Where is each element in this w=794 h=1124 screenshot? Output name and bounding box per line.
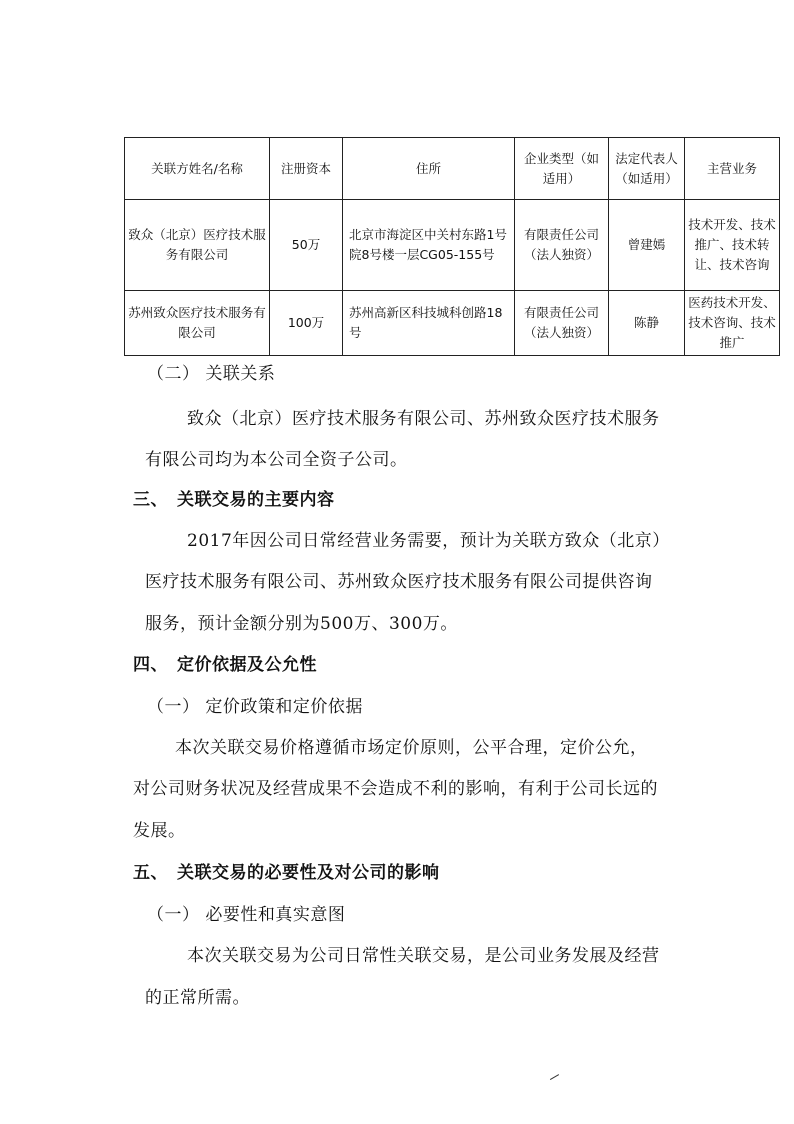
paragraph-line: 发展。 bbox=[133, 821, 186, 841]
paragraph-line: 2017年因公司日常经营业务需要，预计为关联方致众（北京） bbox=[187, 531, 670, 551]
scan-mark bbox=[547, 1069, 559, 1080]
section-3-heading: 三、 关联交易的主要内容 bbox=[133, 490, 335, 510]
paragraph-line: 致众（北京）医疗技术服务有限公司、苏州致众医疗技术服务 bbox=[187, 409, 660, 429]
header-name: 关联方姓名/名称 bbox=[125, 138, 270, 200]
header-capital: 注册资本 bbox=[270, 138, 343, 200]
section-4-subheading: （一） 定价政策和定价依据 bbox=[147, 697, 363, 717]
cell-type: 有限责任公司（法人独资） bbox=[515, 291, 609, 356]
cell-capital: 100万 bbox=[270, 291, 343, 356]
cell-capital: 50万 bbox=[270, 200, 343, 291]
paragraph-line: 医疗技术服务有限公司、苏州致众医疗技术服务有限公司提供咨询 bbox=[145, 572, 653, 592]
cell-business: 医药技术开发、技术咨询、技术推广 bbox=[685, 291, 780, 356]
cell-address: 北京市海淀区中关村东路1号院8号楼一层CG05-155号 bbox=[343, 200, 515, 291]
paragraph-line: 本次关联交易为公司日常性关联交易，是公司业务发展及经营 bbox=[187, 946, 660, 966]
section-2-subheading: （二） 关联关系 bbox=[147, 364, 276, 384]
header-type: 企业类型（如适用） bbox=[515, 138, 609, 200]
header-rep: 法定代表人（如适用） bbox=[609, 138, 685, 200]
paragraph-line: 本次关联交易价格遵循市场定价原则，公平合理，定价公允， bbox=[175, 738, 648, 758]
cell-name: 苏州致众医疗技术服务有限公司 bbox=[125, 291, 270, 356]
cell-rep: 曾建嫣 bbox=[609, 200, 685, 291]
paragraph-line: 服务，预计金额分别为500万、300万。 bbox=[145, 614, 458, 634]
related-party-table bbox=[124, 137, 780, 356]
cell-type: 有限责任公司（法人独资） bbox=[515, 200, 609, 291]
header-address: 住所 bbox=[343, 138, 515, 200]
cell-address: 苏州高新区科技城科创路18号 bbox=[343, 291, 515, 356]
cell-business: 技术开发、技术推广、技术转让、技术咨询 bbox=[685, 200, 780, 291]
section-4-heading: 四、 定价依据及公允性 bbox=[133, 655, 317, 675]
paragraph-line: 有限公司均为本公司全资子公司。 bbox=[145, 450, 408, 470]
paragraph-line: 的正常所需。 bbox=[145, 988, 250, 1008]
cell-name: 致众（北京）医疗技术服务有限公司 bbox=[125, 200, 270, 291]
header-business: 主营业务 bbox=[685, 138, 780, 200]
section-5-subheading: （一） 必要性和真实意图 bbox=[147, 905, 346, 925]
table-row bbox=[125, 200, 780, 291]
section-5-heading: 五、 关联交易的必要性及对公司的影响 bbox=[133, 863, 440, 883]
table-row bbox=[125, 291, 780, 356]
table-header-row bbox=[125, 138, 780, 200]
cell-rep: 陈静 bbox=[609, 291, 685, 356]
paragraph-line: 对公司财务状况及经营成果不会造成不利的影响，有利于公司长远的 bbox=[133, 779, 658, 799]
